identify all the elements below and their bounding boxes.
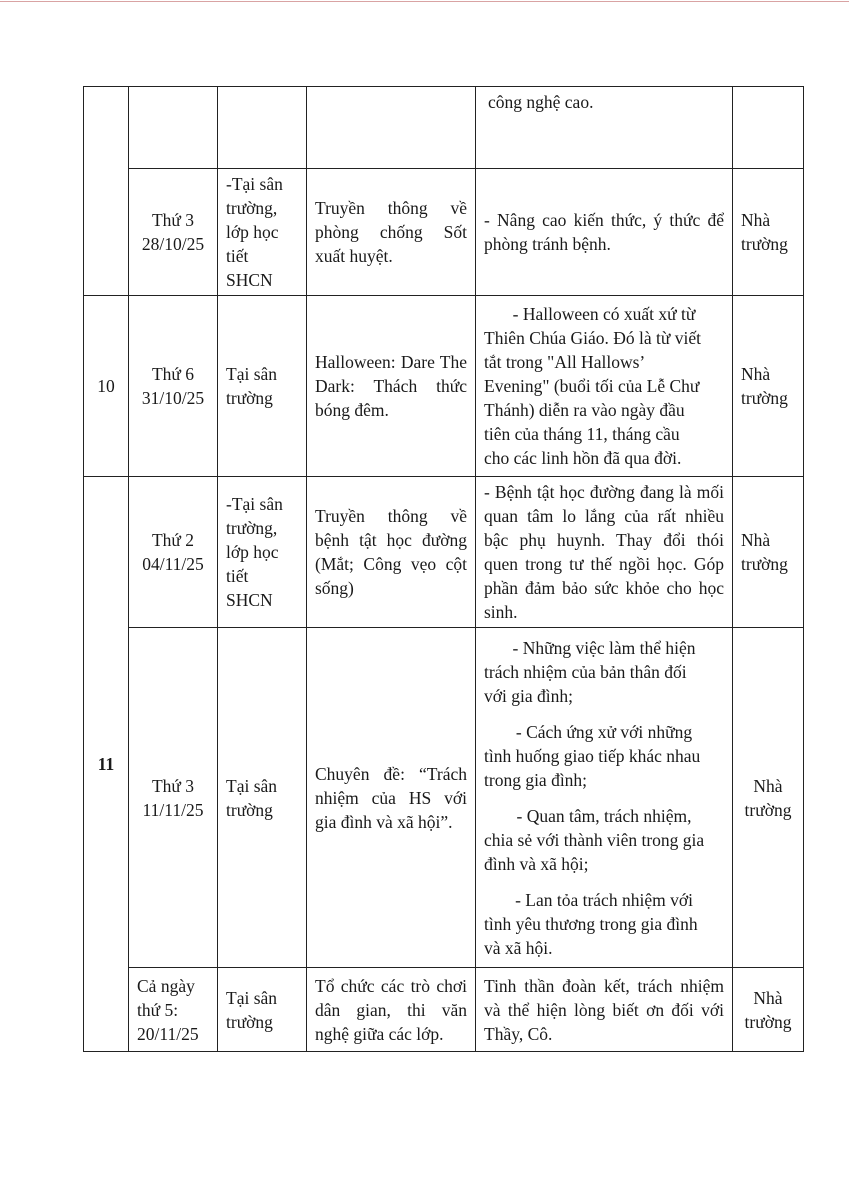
- table-row: [84, 87, 804, 169]
- content-cell: [476, 296, 733, 477]
- content-line: với gia đình;: [484, 685, 573, 706]
- content-line: Thánh) diễn ra vào ngày đầu: [484, 400, 685, 420]
- owner-line: Nhà: [741, 530, 771, 550]
- date-value: 31/10/25: [141, 388, 205, 408]
- owner-line: trường: [744, 799, 792, 820]
- table-row: [84, 169, 804, 296]
- page-top-edge: [0, 1, 849, 2]
- topic-cell: [307, 296, 476, 477]
- topic-cell: [307, 968, 476, 1052]
- place-cell: [218, 169, 307, 296]
- place-line: tiết: [226, 246, 249, 266]
- content-line: tiên của tháng 11, tháng cầu: [484, 424, 680, 444]
- content-line: chia sẻ với thành viên trong gia: [484, 829, 705, 850]
- place-line: Tại sân: [226, 775, 278, 796]
- date-weekday: Thứ 2: [151, 530, 195, 550]
- place-line: SHCN: [226, 590, 273, 610]
- topic-text: Truyền thông về bệnh tật học đường (Mắt; Công vẹo cột sống): [315, 506, 467, 598]
- topic-text: Chuyên đề: “Trách nhiệm của HS với gia đình và xã hội”.: [315, 763, 467, 832]
- place-cell: [218, 628, 307, 968]
- place-line: trường: [226, 1011, 273, 1032]
- topic-text: Halloween: Dare The Dark: Thách thức bóng đêm.: [315, 352, 467, 420]
- content-line: - Những việc làm thể hiện: [512, 637, 696, 658]
- content-line: Evening" (buổi tối của Lễ Chư: [484, 376, 700, 396]
- place-cell: [218, 968, 307, 1052]
- place-cell: [218, 296, 307, 477]
- date-weekday: Thứ 3: [151, 775, 195, 796]
- place-line: Tại sân: [226, 987, 278, 1008]
- owner-line: Nhà: [741, 210, 771, 230]
- content-line: trách nhiệm của bản thân đối: [484, 661, 687, 682]
- owner-line: Nhà: [753, 775, 783, 796]
- content-text: - Nâng cao kiến thức, ý thức để phòng tránh bệnh.: [484, 210, 724, 254]
- content-line: tình yêu thương trong gia đình: [484, 913, 698, 934]
- owner-line: Nhà: [753, 987, 783, 1008]
- date-cell: [129, 296, 218, 477]
- date-cell: [129, 477, 218, 628]
- owner-cell: [733, 968, 804, 1052]
- content-cell: [476, 477, 733, 628]
- owner-line: trường: [744, 1011, 792, 1032]
- topic-cell: [307, 477, 476, 628]
- owner-cell: [733, 296, 804, 477]
- content-paragraph: [484, 888, 724, 960]
- place-line: -Tại sân: [226, 174, 283, 194]
- place-line: lớp học: [226, 542, 279, 562]
- table-row: [84, 296, 804, 477]
- owner-cell: [733, 628, 804, 968]
- content-line: - Cách ứng xử với những: [515, 721, 693, 742]
- content-line: đình và xã hội;: [484, 853, 589, 874]
- content-line: - Quan tâm, trách nhiệm,: [516, 805, 692, 826]
- place-line: trường,: [226, 518, 278, 538]
- date-line: Cả ngày: [137, 975, 195, 996]
- date-value: 11/11/25: [142, 799, 204, 820]
- topic-text: Truyền thông về phòng chống Sốt xuất huyệt.: [315, 198, 467, 266]
- owner-cell: [733, 87, 804, 169]
- content-line: tình huống giao tiếp khác nhau: [484, 745, 701, 766]
- week-cell: [84, 296, 129, 477]
- content-cell: [476, 87, 733, 169]
- date-cell: [129, 968, 218, 1052]
- date-cell: [129, 87, 218, 169]
- place-line: lớp học: [226, 222, 279, 242]
- place-line: trường: [226, 799, 273, 820]
- owner-cell: [733, 169, 804, 296]
- topic-text: Tổ chức các trò chơi dân gian, thi văn nghệ giữa các lớp.: [315, 975, 467, 1044]
- table-row: [84, 968, 804, 1052]
- topic-cell: [307, 628, 476, 968]
- content-text: công nghệ cao.: [488, 92, 594, 112]
- place-line: Tại sân: [226, 364, 278, 384]
- content-line: trong gia đình;: [484, 769, 588, 790]
- date-value: 28/10/25: [141, 234, 205, 254]
- date-line: 20/11/25: [137, 1023, 199, 1044]
- date-weekday: Thứ 6: [151, 364, 195, 384]
- content-line: cho các linh hồn đã qua đời.: [484, 448, 682, 468]
- place-cell: [218, 477, 307, 628]
- week-cell: [84, 87, 129, 296]
- date-value: 04/11/25: [142, 554, 204, 574]
- table-row: [84, 628, 804, 968]
- content-cell: [476, 968, 733, 1052]
- content-cell: [476, 169, 733, 296]
- week-number: 11: [97, 754, 115, 774]
- table-row: [84, 477, 804, 628]
- content-paragraph: [484, 636, 724, 708]
- content-paragraph: [484, 804, 724, 876]
- topic-cell: [307, 87, 476, 169]
- place-line: tiết: [226, 566, 249, 586]
- date-cell: [129, 169, 218, 296]
- content-text: - Bệnh tật học đường đang là mối quan tâm lo lắng của rất nhiều bậc phụ huynh. Thay đổi thói quen trong tư thế ngồi học. Góp phần đảm bảo sức khỏe cho học sinh.: [484, 482, 724, 622]
- activity-schedule-table: [83, 86, 804, 1052]
- content-paragraph: [484, 720, 724, 792]
- content-line: - Halloween có xuất xứ từ: [512, 304, 696, 324]
- content-line: - Lan tỏa trách nhiệm với: [515, 889, 693, 910]
- content-line: tắt trong "All Hallows’: [484, 352, 646, 372]
- week-cell: [84, 477, 129, 1052]
- owner-line: trường: [741, 554, 788, 574]
- owner-line: trường: [741, 388, 788, 408]
- content-cell: [476, 628, 733, 968]
- date-line: thứ 5:: [137, 999, 179, 1020]
- content-line: và xã hội.: [484, 937, 553, 958]
- content-text: Tinh thần đoàn kết, trách nhiệm và thể hiện lòng biết ơn đối với Thầy, Cô.: [484, 975, 724, 1044]
- owner-cell: [733, 477, 804, 628]
- owner-line: trường: [741, 234, 788, 254]
- date-cell: [129, 628, 218, 968]
- place-line: SHCN: [226, 270, 273, 290]
- place-cell: [218, 87, 307, 169]
- date-weekday: Thứ 3: [151, 210, 195, 230]
- topic-cell: [307, 169, 476, 296]
- owner-line: Nhà: [741, 364, 771, 384]
- content-line: Thiên Chúa Giáo. Đó là từ viết: [484, 328, 702, 348]
- place-line: trường,: [226, 198, 278, 218]
- week-number: 10: [97, 376, 115, 396]
- place-line: trường: [226, 388, 273, 408]
- place-line: -Tại sân: [226, 494, 283, 514]
